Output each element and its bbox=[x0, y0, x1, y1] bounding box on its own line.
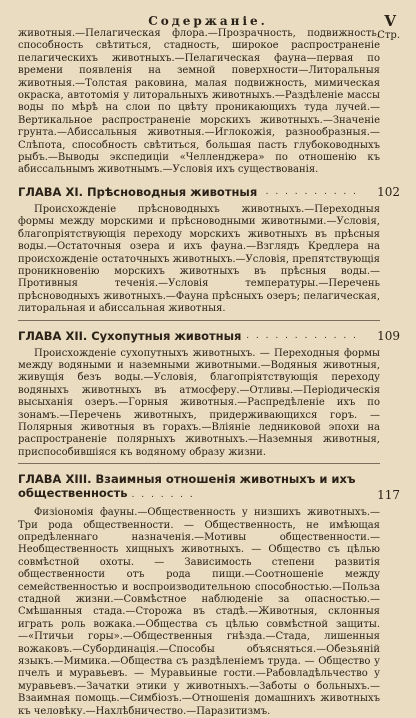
page-header bbox=[16, 4, 400, 41]
leader-dots: . . . . . . . . . . bbox=[265, 186, 358, 197]
chapter-summary: Происхожденіе сухопутныхъ животныхъ. — Переходныя формы между водяными и наземными животными.—Водяныя животныя, живущія безъ воды.—Условія, благопріятствующія переходу водяныхъ животныхъ въ атмосферу.—Отливы.—Періодическія высыханія озеръ.—Горныя животныя.—Распредѣленіе ихъ по зонамъ.—Перечень животныхъ, придерживающихся горъ. — Полярныя животныя въ горахъ.—Вліяніе ледниковой эпохи на распространеніе полярныхъ животныхъ.—Наземныя животныя, приспособившіяся къ водяному образу жизни. bbox=[18, 347, 380, 458]
chapter-heading-xii bbox=[18, 329, 400, 343]
leader-dots: . . . . . . . . . . . . bbox=[246, 330, 358, 341]
chapter-page-number: 109 bbox=[377, 328, 400, 343]
chapter-page-number: 102 bbox=[377, 184, 400, 199]
chapter-heading-xiii bbox=[18, 472, 400, 502]
chapter-title: ГЛАВА XIII. Взаимныя отношенія животныхъ и ихъ общественность bbox=[18, 472, 356, 501]
divider bbox=[18, 320, 380, 321]
chapter-summary: Происхожденіе прѣсноводныхъ животныхъ.—Переходныя формы между морскими и прѣсноводными животными.—Условія, благопріятствующія переходу морскихъ животныхъ въ прѣсныя воды.—Остаточныя озера и ихъ фауна.—Взглядъ Кредлера на происхожденіе остаточныхъ животныхъ.—Условія, препятствующія проникновенію морскихъ животныхъ въ прѣсныя воды.—Противныя теченія.—Условія температуры.—Перечень прѣсноводныхъ животныхъ.—Фауна прѣсныхъ озеръ; пелагическая, литоральная и абиссальная животныя. bbox=[18, 203, 380, 315]
page-number: V bbox=[384, 12, 396, 30]
chapter-heading-xi bbox=[18, 185, 400, 199]
chapter-title: ГЛАВА XII. Сухопутныя животныя bbox=[18, 328, 242, 343]
page-column-label: Стр. bbox=[377, 30, 400, 41]
chapter-summary: Физіономія фауны.—Общественность у низшихъ животныхъ.—Три рода общественности. — Общественность, не имѣющая опредѣленнаго назначенія.—Мотивы общественности.—Необщественность хищныхъ животныхъ. — Общество съ цѣлью совмѣстной охоты. — Зависимость степени развитія общественности отъ рода пищи.—Соотношеніе между семейственностью и воспроизводительною способностью.—Польза стадной жизни.—Совмѣстное наблюденіе за опасностью.—Смѣшанныя стада.—Сторожа въ стадѣ.—Животныя, склонныя играть роль вожака.—Общества съ цѣлью совмѣстной защиты.—«Птичьи горы».—Общественныя гнѣзда.—Стада, лишенныя вожаковъ.—Субординація.—Способы объясняться.—Обезьяній языкъ.—Мимика.—Общества съ раздѣленіемъ труда. — Общество у пчелъ и муравьевъ. — Муравьиные гости.—Рабовладѣльчество у муравьевъ.—Зачатки этики у животныхъ.—Заботы о больныхъ.—Взаимная помощь.—Симбіозъ.—Отношенія домашнихъ животныхъ къ человѣку.—Нахлѣбничество.—Паразитизмъ. bbox=[18, 507, 380, 717]
leader-dots: . . . . . . . bbox=[131, 490, 195, 501]
chapter-title: ГЛАВА XI. Прѣсноводныя животныя bbox=[18, 184, 258, 199]
page-title: Содержаніе. bbox=[148, 14, 268, 28]
divider bbox=[18, 463, 380, 464]
chapter-page-number: 117 bbox=[377, 488, 400, 503]
intro-text: животныя.—Пелагическая флора.—Прозрачность, подвижность, способность свѣтиться, стадность, широкое распространеніе пелагическихъ животныхъ.—Пелагическая фауна—первая по времени появленія на земной поверхности—Литоральныя животныя.—Толстая раковина, малая подвижность, мимическая окраска, автотомія у литоральныхъ животныхъ.—Раздѣленіе массы воды по мѣрѣ на слои по цвѣту проникающихъ туда лучей.—Вертикальное распространеніе морскихъ животныхъ.—Значеніе грунта.—Абиссальныя животныя.—Иглокожія, разнообразныя.—Слѣпота, способность свѣтиться, большая пасть глубоководныхъ рыбъ.—Выводы экспедиціи «Челленджера» по отношенію къ абиссальнымъ животнымъ.—Условія ихъ существованія. bbox=[18, 28, 380, 176]
